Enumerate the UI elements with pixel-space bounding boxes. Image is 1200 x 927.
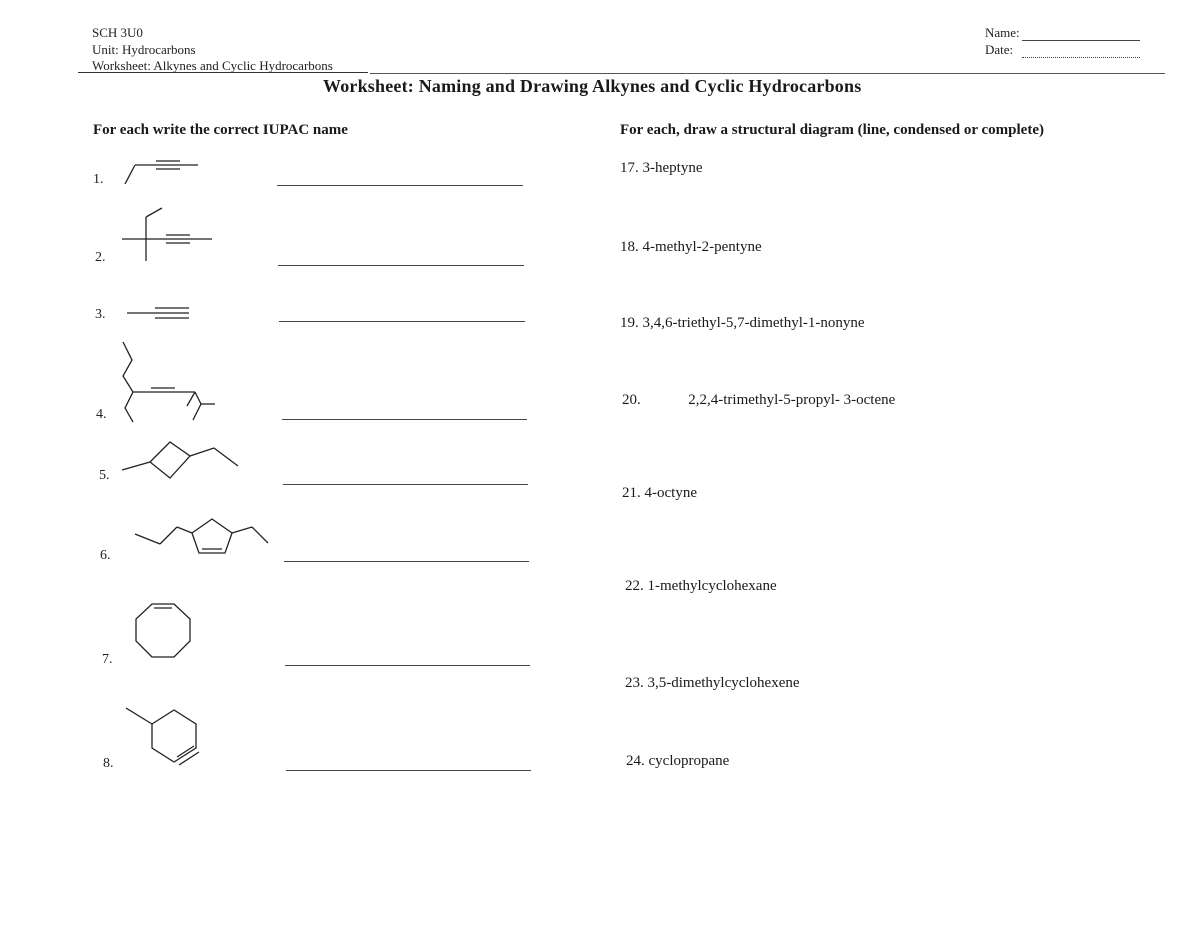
right-heading: For each, draw a structural diagram (line, condensed or complete) <box>620 122 1044 138</box>
draw-item-number: 19. <box>620 315 639 331</box>
structure-1-diagram <box>120 158 205 188</box>
name-label: Name: <box>985 25 1020 40</box>
item-number: 4. <box>96 407 107 422</box>
item-number: 6. <box>100 548 111 563</box>
draw-item-number: 20. <box>622 392 641 408</box>
draw-item-number: 18. <box>620 239 639 255</box>
structure-7-diagram <box>128 600 198 666</box>
item-number: 8. <box>103 756 114 771</box>
answer-line-4[interactable] <box>282 419 527 420</box>
draw-item-name: 3,5-dimethylcyclohexene <box>647 675 800 691</box>
draw-item-20 <box>622 392 895 409</box>
draw-item-18 <box>620 239 762 256</box>
draw-item-number: 23. <box>625 675 644 691</box>
draw-item-name: 2,2,4-trimethyl-5-propyl- 3-octene <box>688 392 896 408</box>
draw-item-name: 3-heptyne <box>642 160 703 176</box>
draw-item-name: 3,4,6-triethyl-5,7-dimethyl-1-nonyne <box>642 315 865 331</box>
date-field[interactable] <box>1022 57 1140 58</box>
structure-8-diagram <box>120 702 212 768</box>
draw-item-number: 17. <box>620 160 639 176</box>
answer-line-6[interactable] <box>284 561 529 562</box>
structure-4-diagram <box>115 340 225 425</box>
draw-item-name: 4-octyne <box>644 485 697 501</box>
left-heading: For each write the correct IUPAC name <box>93 122 348 138</box>
answer-line-3[interactable] <box>279 321 525 322</box>
structure-2-diagram <box>118 203 218 265</box>
answer-line-2[interactable] <box>278 265 524 266</box>
structure-6-diagram <box>132 516 272 558</box>
date-label: Date: <box>985 42 1014 57</box>
header-rule-right <box>370 73 1165 74</box>
name-field[interactable] <box>1022 40 1140 41</box>
answer-line-8[interactable] <box>286 770 531 771</box>
structure-5-diagram <box>118 438 246 484</box>
item-number: 2. <box>95 250 106 265</box>
draw-item-name: cyclopropane <box>648 753 730 769</box>
worksheet-label: Worksheet: Alkynes and Cyclic Hydrocarbons <box>92 58 333 73</box>
draw-item-number: 24. <box>626 753 645 769</box>
draw-item-number: 21. <box>622 485 641 501</box>
structure-3-diagram <box>125 303 195 323</box>
header-rule-left <box>78 72 368 73</box>
draw-item-19 <box>620 315 865 332</box>
answer-line-5[interactable] <box>283 484 528 485</box>
answer-line-7[interactable] <box>285 665 530 666</box>
item-number: 3. <box>95 307 106 322</box>
draw-item-17 <box>620 160 702 177</box>
draw-item-24 <box>626 753 729 770</box>
draw-item-name: 4-methyl-2-pentyne <box>642 239 762 255</box>
course-code: SCH 3U0 <box>92 25 143 40</box>
item-number: 7. <box>102 652 113 667</box>
unit-label: Unit: Hydrocarbons <box>92 42 196 57</box>
draw-item-22 <box>625 578 777 595</box>
draw-item-23 <box>625 675 800 692</box>
item-number: 5. <box>99 468 110 483</box>
draw-item-number: 22. <box>625 578 644 594</box>
draw-item-21 <box>622 485 697 502</box>
draw-item-name: 1-methylcyclohexane <box>647 578 777 594</box>
answer-line-1[interactable] <box>277 185 523 186</box>
item-number: 1. <box>93 172 104 187</box>
page-title: Worksheet: Naming and Drawing Alkynes and Cyclic Hydrocarbons <box>323 76 862 96</box>
